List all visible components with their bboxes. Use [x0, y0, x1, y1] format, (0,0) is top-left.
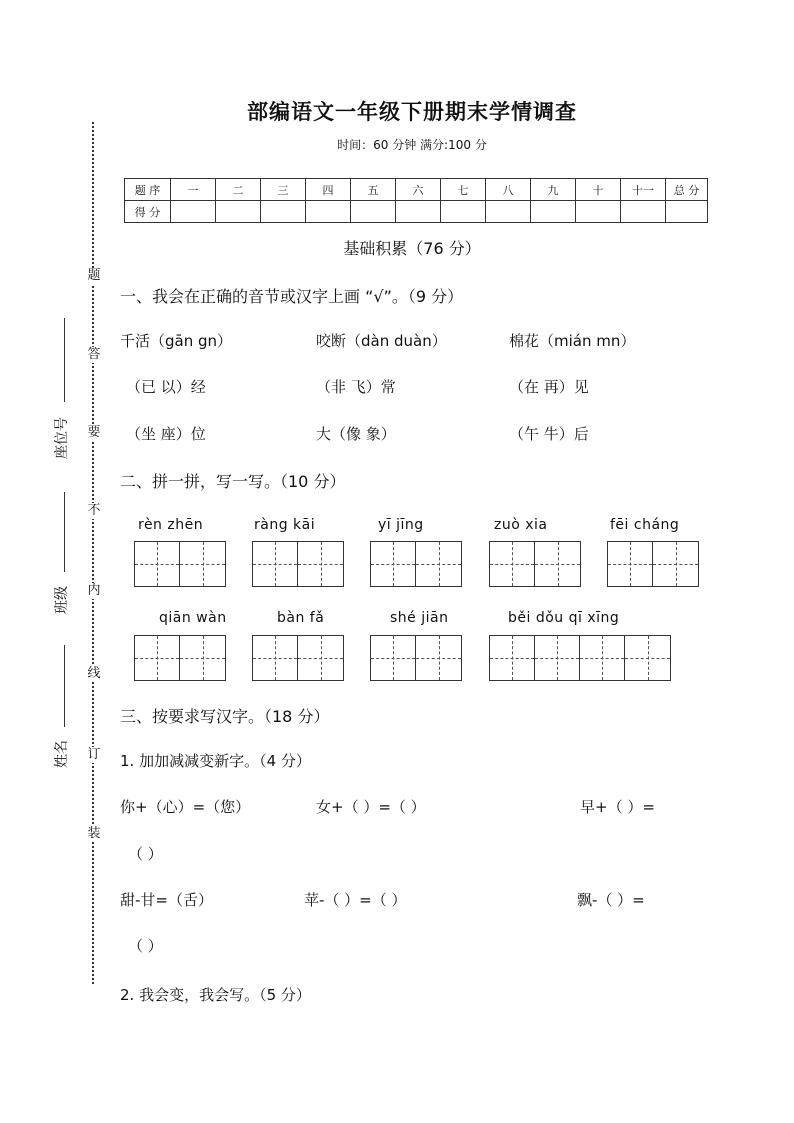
q1-item: （在 再）见	[509, 378, 589, 396]
binding-char: 题	[87, 268, 101, 283]
table-cell: 八	[486, 179, 531, 201]
q1-item: 咬断（dàn duàn）	[316, 332, 447, 350]
exam-subtitle: 时间：60 分钟 满分:100 分	[337, 138, 487, 152]
table-cell: 七	[441, 179, 486, 201]
q1-item: （午 牛）后	[509, 425, 589, 443]
q1-item: （坐 座）位	[126, 425, 206, 443]
q3-item: 女+（ ）=（ ）	[316, 798, 426, 816]
table-cell: 四	[306, 179, 351, 201]
question-1-title: 一、我会在正确的音节或汉字上画 “√”。（9 分）	[120, 287, 464, 306]
class-label: 班级	[54, 586, 70, 614]
name-label: 姓名	[54, 740, 70, 768]
binding-char: 要	[87, 425, 101, 440]
pinyin-label: bàn fǎ	[277, 610, 325, 626]
writing-grid[interactable]	[370, 541, 462, 587]
table-cell: 十一	[621, 179, 666, 201]
binding-char: 答	[87, 347, 101, 362]
class-line	[64, 492, 65, 572]
score-cell[interactable]	[171, 201, 216, 223]
pinyin-label: zuò xia	[494, 517, 548, 533]
pinyin-label: fēi cháng	[610, 517, 680, 533]
score-table	[124, 178, 708, 223]
question-2-title: 二、拼一拼，写一写。（10 分）	[120, 472, 346, 491]
name-line	[64, 645, 65, 727]
pinyin-label: qiān wàn	[159, 610, 227, 626]
score-table-score-row	[125, 201, 708, 223]
score-cell[interactable]	[576, 201, 621, 223]
table-cell: 五	[351, 179, 396, 201]
q3-item: 甜-甘=（舌）	[120, 891, 213, 909]
table-cell: 二	[216, 179, 261, 201]
binding-char: 装	[87, 826, 101, 841]
table-cell: 题 序	[125, 179, 171, 201]
score-cell[interactable]	[216, 201, 261, 223]
pinyin-label: yī jīng	[378, 517, 424, 533]
table-cell: 九	[531, 179, 576, 201]
pinyin-label: rèn zhēn	[138, 517, 204, 533]
pinyin-label: shé jiān	[390, 610, 449, 626]
q1-item: （已 以）经	[126, 378, 206, 396]
score-table-header-row	[125, 179, 708, 201]
writing-grid[interactable]	[252, 635, 344, 681]
binding-char: 线	[87, 666, 101, 681]
section-heading: 基础积累（76 分）	[343, 239, 481, 258]
binding-char: 内	[87, 583, 101, 598]
binding-char: 订	[87, 747, 101, 762]
writing-grid[interactable]	[134, 541, 226, 587]
score-cell[interactable]	[261, 201, 306, 223]
score-cell[interactable]	[531, 201, 576, 223]
table-cell: 三	[261, 179, 306, 201]
q3-item: 你+（心）=（您）	[120, 798, 251, 816]
q3-item: （ ）	[128, 937, 163, 955]
pinyin-label: ràng kāi	[254, 517, 316, 533]
pinyin-label: běi dǒu qī xīng	[508, 610, 620, 626]
q1-item: 千活（gān gn）	[120, 332, 233, 350]
seat-number-line	[64, 318, 65, 402]
seat-number-label: 座位号	[54, 417, 70, 459]
question-3-title: 三、按要求写汉字。（18 分）	[120, 707, 330, 726]
writing-grid[interactable]	[489, 635, 671, 681]
q3-subtitle: 1. 加加减减变新字。（4 分）	[120, 752, 311, 770]
binding-char: 不	[87, 503, 101, 518]
score-cell[interactable]	[351, 201, 396, 223]
score-cell[interactable]	[396, 201, 441, 223]
q1-item: （非 飞）常	[316, 378, 396, 396]
q3-item: 飘-（ ）=	[577, 891, 645, 909]
q1-item: 大（像 象）	[316, 425, 396, 443]
table-cell: 一	[171, 179, 216, 201]
score-cell[interactable]	[621, 201, 666, 223]
writing-grid[interactable]	[607, 541, 699, 587]
exam-title: 部编语文一年级下册期末学情调查	[247, 99, 577, 124]
table-cell: 十	[576, 179, 621, 201]
table-cell: 得 分	[125, 201, 171, 223]
q3-subtitle: 2. 我会变，我会写。（5 分）	[120, 986, 311, 1004]
score-cell[interactable]	[486, 201, 531, 223]
table-cell: 六	[396, 179, 441, 201]
q3-item: （ ）	[128, 845, 163, 863]
q3-item: 早+（ ）=	[580, 798, 655, 816]
writing-grid[interactable]	[370, 635, 462, 681]
writing-grid[interactable]	[252, 541, 344, 587]
q3-item: 苹-（ ）=（ ）	[304, 891, 407, 909]
score-cell[interactable]	[666, 201, 708, 223]
score-cell[interactable]	[441, 201, 486, 223]
writing-grid[interactable]	[489, 541, 581, 587]
table-cell: 总 分	[666, 179, 708, 201]
writing-grid[interactable]	[134, 635, 226, 681]
q1-item: 棉花（mián mn）	[509, 332, 636, 350]
score-cell[interactable]	[306, 201, 351, 223]
